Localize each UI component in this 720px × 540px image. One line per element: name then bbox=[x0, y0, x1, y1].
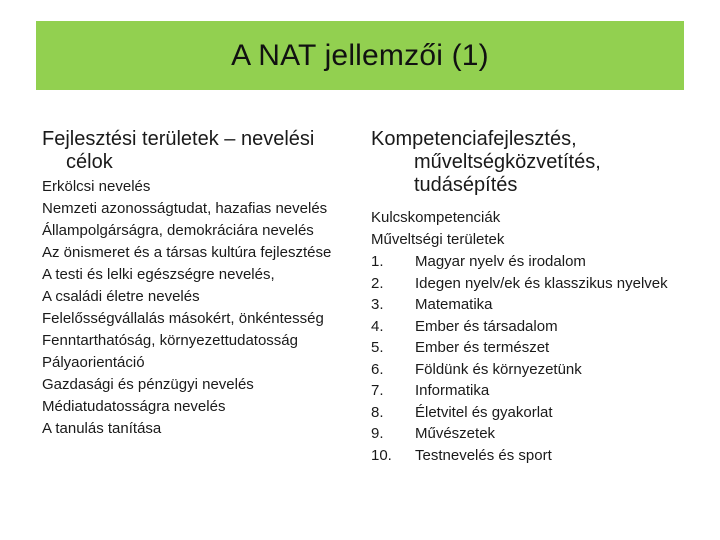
list-item: Gazdasági és pénzügyi nevelés bbox=[42, 376, 254, 393]
list-item: Felelősségvállalás másokért, önkéntesség bbox=[42, 310, 324, 327]
list-item: Erkölcsi nevelés bbox=[42, 178, 151, 195]
list-item: A tanulás tanítása bbox=[42, 420, 162, 437]
item-text: Életvitel és gyakorlat bbox=[415, 403, 553, 421]
list-item bbox=[371, 253, 691, 271]
list-item bbox=[371, 361, 691, 379]
item-number: 2. bbox=[371, 274, 384, 292]
item-number: 10. bbox=[371, 446, 392, 464]
left-column bbox=[42, 128, 357, 442]
list-item: Az önismeret és a társas kultúra fejlesztése bbox=[42, 244, 332, 261]
list-item: Fenntarthatóság, környezettudatosság bbox=[42, 332, 298, 349]
development-areas-list bbox=[42, 178, 357, 438]
item-number: 1. bbox=[371, 253, 384, 270]
item-number: 3. bbox=[371, 296, 384, 313]
slide-title: A NAT jellemzői (1) bbox=[231, 38, 489, 72]
item-text: Földünk és környezetünk bbox=[415, 360, 582, 378]
list-item bbox=[371, 447, 691, 465]
list-item bbox=[371, 382, 691, 400]
list-item bbox=[371, 425, 691, 443]
list-item bbox=[371, 296, 691, 314]
list-item: A családi életre nevelés bbox=[42, 288, 200, 305]
literacy-areas-list bbox=[371, 253, 691, 465]
title-bar bbox=[36, 21, 684, 90]
item-text: Magyar nyelv és irodalom bbox=[415, 253, 586, 270]
literacy-areas-label: Műveltségi területek bbox=[371, 231, 505, 248]
item-text: Idegen nyelv/ek és klasszikus nyelvek bbox=[415, 274, 668, 292]
item-text: Ember és társadalom bbox=[415, 317, 558, 335]
right-heading: Kompetenciafejlesztés, műveltségközvetítés, tudásépítés bbox=[371, 128, 601, 196]
item-number: 7. bbox=[371, 382, 384, 399]
item-text: Ember és természet bbox=[415, 339, 550, 356]
item-text: Testnevelés és sport bbox=[415, 446, 552, 464]
list-item: Állampolgárságra, demokráciára nevelés bbox=[42, 222, 314, 239]
item-number: 6. bbox=[371, 360, 384, 378]
list-item: A testi és lelki egészségre nevelés, bbox=[42, 266, 275, 283]
key-competences-label: Kulcskompetenciák bbox=[371, 209, 501, 226]
list-item bbox=[371, 275, 691, 293]
list-item: Pályaorientáció bbox=[42, 354, 145, 371]
list-item bbox=[371, 404, 691, 422]
list-item: Médiatudatosságra nevelés bbox=[42, 398, 226, 415]
right-column bbox=[371, 128, 691, 468]
item-number: 5. bbox=[371, 339, 384, 356]
item-number: 8. bbox=[371, 403, 384, 421]
item-text: Művészetek bbox=[415, 425, 496, 442]
item-number: 9. bbox=[371, 425, 384, 442]
list-item bbox=[371, 318, 691, 336]
item-number: 4. bbox=[371, 317, 384, 335]
list-item bbox=[371, 339, 691, 357]
left-heading: Fejlesztési területek – nevelési célok bbox=[42, 128, 315, 173]
list-item: Nemzeti azonosságtudat, hazafias nevelés bbox=[42, 200, 328, 217]
item-text: Matematika bbox=[415, 296, 493, 313]
item-text: Informatika bbox=[415, 382, 490, 399]
